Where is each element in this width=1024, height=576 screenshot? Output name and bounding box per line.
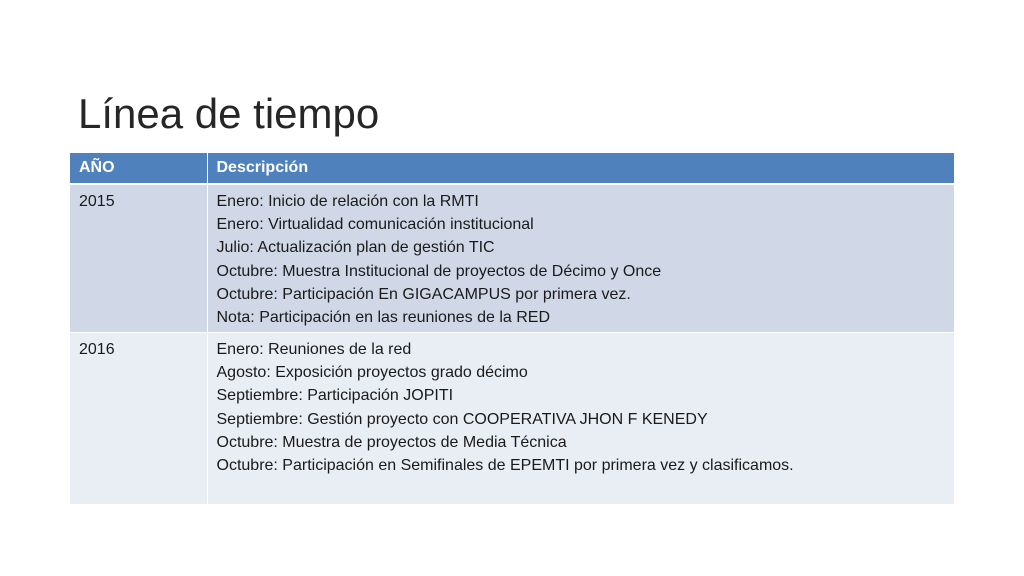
description-line: Julio: Actualización plan de gestión TIC <box>216 239 495 257</box>
description-line: Octubre: Muestra Institucional de proyectos de Décimo y Once <box>216 262 662 280</box>
year-cell: 2015 <box>70 184 207 333</box>
description-cell <box>207 184 954 333</box>
description-line: Agosto: Exposición proyectos grado décimo <box>216 364 528 382</box>
table-header-row <box>70 153 954 184</box>
table-row <box>70 333 954 505</box>
column-header-year: AÑO <box>70 153 207 184</box>
year-cell: 2016 <box>70 333 207 505</box>
description-line: Octubre: Participación en Semifinales de EPEMTI por primera vez y clasificamos. <box>216 457 794 475</box>
description-line: Octubre: Participación En GIGACAMPUS por primera vez. <box>216 285 631 303</box>
slide-title: Línea de tiempo <box>78 90 380 138</box>
description-line: Septiembre: Gestión proyecto con COOPERATIVA JHON F KENEDY <box>216 410 708 428</box>
timeline-table <box>70 153 954 504</box>
description-line: Enero: Inicio de relación con la RMTI <box>216 193 479 210</box>
description-line: Nota: Participación en las reuniones de la RED <box>216 309 551 327</box>
description-line: Enero: Virtualidad comunicación institucional <box>216 216 534 234</box>
column-header-description: Descripción <box>207 153 954 184</box>
description-line: Septiembre: Participación JOPITI <box>216 387 454 405</box>
description-line: Octubre: Muestra de proyectos de Media Técnica <box>216 433 567 451</box>
description-cell <box>207 333 954 505</box>
description-line: Enero: Reuniones de la red <box>216 341 412 358</box>
table-row <box>70 184 954 333</box>
